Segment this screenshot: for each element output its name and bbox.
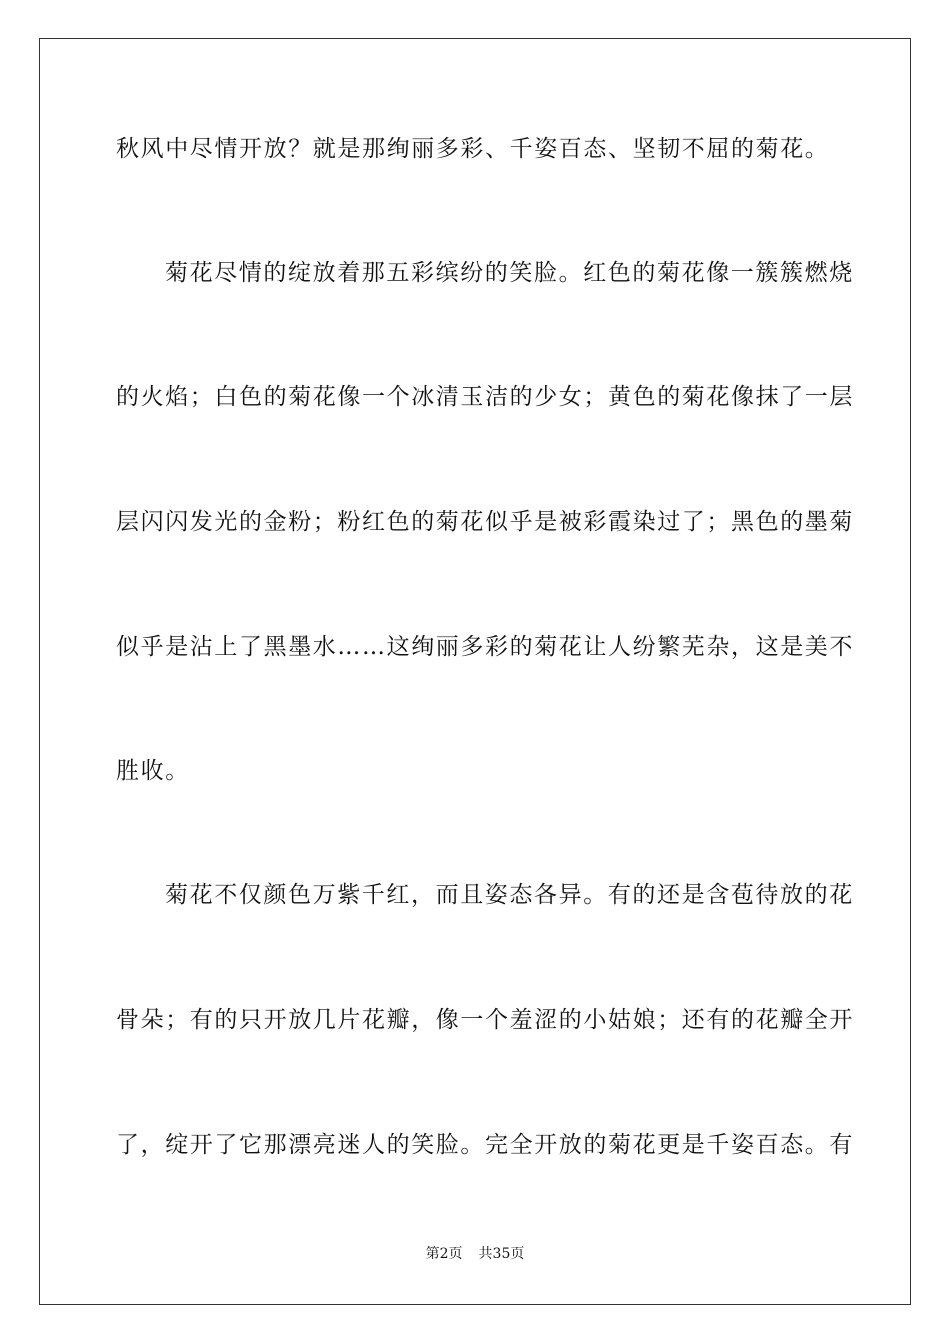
text-line: 的火焰；白色的菊花像一个冰清玉洁的少女；黄色的菊花像抹了一层 — [116, 384, 854, 410]
page-total: 共35页 — [478, 1246, 525, 1262]
text-line: 骨朵；有的只开放几片花瓣，像一个羞涩的小姑娘；还有的花瓣全开 — [116, 1007, 854, 1033]
text-line: 了，绽开了它那漂亮迷人的笑脸。完全开放的菊花更是千姿百态。有 — [116, 1132, 854, 1158]
page-border — [39, 38, 911, 1305]
text-line: 层闪闪发光的金粉；粉红色的菊花似乎是被彩霞染过了；黑色的墨菊 — [116, 509, 854, 535]
text-line: 胜收。 — [116, 758, 190, 784]
text-line: 似乎是沾上了黑墨水……这绚丽多彩的菊花让人纷繁芜杂，这是美不 — [116, 634, 854, 660]
page-number: 第2页 — [425, 1246, 463, 1262]
page-footer — [0, 1244, 950, 1264]
text-line: 秋风中尽情开放？就是那绚丽多彩、千姿百态、坚韧不屈的菊花。 — [116, 136, 830, 162]
paragraph-start-line: 菊花尽情的绽放着那五彩缤纷的笑脸。红色的菊花像一簇簇燃烧 — [165, 260, 854, 286]
paragraph-start-line: 菊花不仅颜色万紫千红，而且姿态各异。有的还是含苞待放的花 — [165, 882, 854, 908]
